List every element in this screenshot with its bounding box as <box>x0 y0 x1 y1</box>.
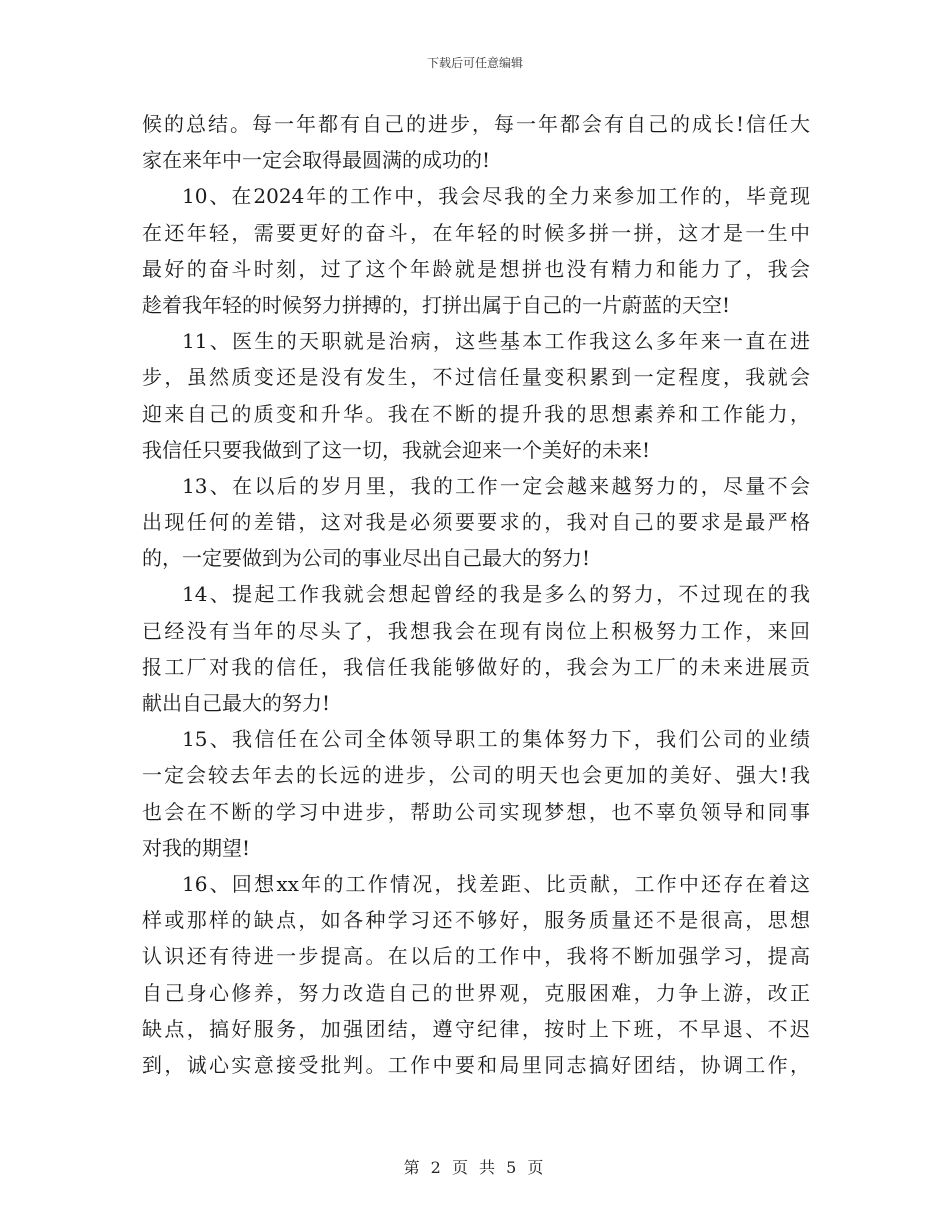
text-line: 样或那样的缺点，如各种学习还不够好，服务质量还不是很高，思想 <box>142 908 810 933</box>
text-line: 11、医生的天职就是治病，这些基本工作我这么多年来一直在进 <box>182 329 810 354</box>
text-line: 14、提起工作我就会想起曾经的我是多么的努力，不过现在的我 <box>182 582 810 607</box>
text-line: 也会在不断的学习中进步，帮助公司实现梦想，也不辜负领导和同事 <box>142 799 810 824</box>
text-line: 一定会较去年去的长远的进步，公司的明天也会更加的美好、强大!我 <box>142 763 810 788</box>
text-line: 报工厂对我的信任，我信任我能够做好的，我会为工厂的未来进展贡 <box>142 654 810 679</box>
text-line: 13、在以后的岁月里，我的工作一定会越来越努力的，尽量不会 <box>182 473 810 498</box>
text-line: 10、在2024年的工作中，我会尽我的全力来参加工作的，毕竟现 <box>182 184 810 209</box>
page-footer: 第 2 页 共 5 页 <box>403 1158 547 1177</box>
text-line: 的，一定要做到为公司的事业尽出自己最大的努力! <box>142 546 591 571</box>
text-line: 我信任只要我做到了这一切，我就会迎来一个美好的未来! <box>142 437 651 462</box>
page-header: 下载后可任意编辑 <box>426 56 523 70</box>
text-line: 在还年轻，需要更好的奋斗，在年轻的时候多拼一拼，这才是一生中 <box>142 220 810 245</box>
text-line: 步，虽然质变还是没有发生，不过信任量变积累到一定程度，我就会 <box>142 365 810 390</box>
text-line: 缺点，搞好服务，加强团结，遵守纪律，按时上下班，不早退、不迟 <box>142 1016 810 1041</box>
text-line: 候的总结。每一年都有自己的进步，每一年都会有自己的成长!信任大 <box>142 112 810 136</box>
text-line: 最好的奋斗时刻，过了这个年龄就是想拼也没有精力和能力了，我会 <box>142 256 810 281</box>
text-line: 已经没有当年的尽头了，我想我会在现有岗位上积极努力工作，来回 <box>142 618 810 643</box>
text-line: 对我的期望! <box>142 835 251 860</box>
text-line: 到，诚心实意接受批判。工作中要和局里同志搞好团结，协调工作， <box>142 1052 810 1077</box>
text-line: 趁着我年轻的时候努力拼搏的，打拼出属于自己的一片蔚蓝的天空! <box>142 292 731 317</box>
text-line: 自己身心修养，努力改造自己的世界观，克服困难，力争上游，改正 <box>142 980 810 1005</box>
text-line: 献出自己最大的努力! <box>142 691 331 715</box>
text-line: 16、回想xx年的工作情况，找差距、比贡献，工作中还存在着这 <box>182 871 810 896</box>
text-line: 出现任何的差错，这对我是必须要要求的，我对自己的要求是最严格 <box>142 510 810 535</box>
text-line: 家在来年中一定会取得最圆满的成功的! <box>142 148 491 173</box>
text-line: 认识还有待进一步提高。在以后的工作中，我将不断加强学习，提高 <box>142 944 810 969</box>
document-body <box>142 106 810 1083</box>
text-line: 15、我信任在公司全体领导职工的集体努力下，我们公司的业绩 <box>182 727 810 752</box>
text-line: 迎来自己的质变和升华。我在不断的提升我的思想素养和工作能力， <box>142 401 810 426</box>
